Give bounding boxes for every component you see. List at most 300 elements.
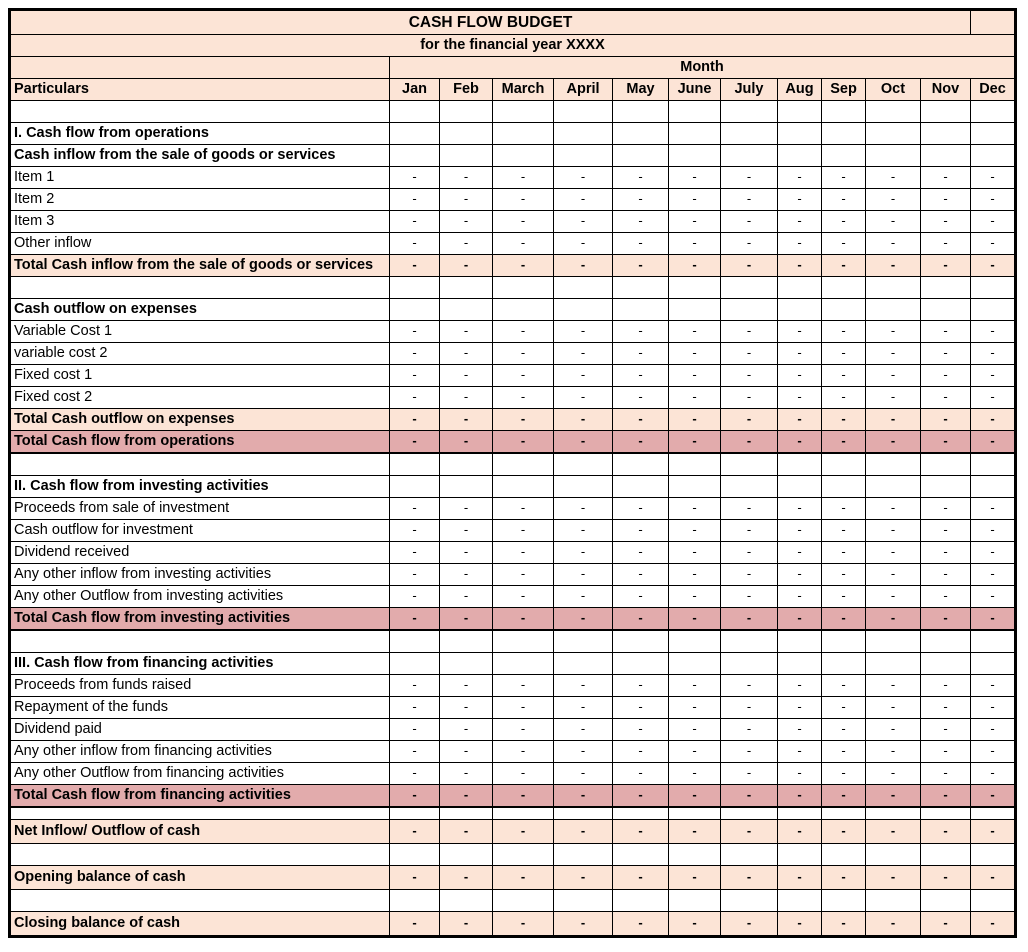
value-cell: - — [866, 675, 921, 697]
table-row — [10, 844, 1016, 866]
table-row — [10, 123, 1016, 145]
row-label: Fixed cost 2 — [10, 387, 390, 409]
value-cell — [778, 145, 822, 167]
value-cell: - — [613, 697, 669, 719]
row-label: Total Cash flow from financing activities — [10, 785, 390, 808]
value-cell — [613, 299, 669, 321]
value-cell: - — [778, 719, 822, 741]
value-cell: - — [493, 586, 554, 608]
value-cell — [778, 844, 822, 866]
value-cell — [822, 476, 866, 498]
value-cell: - — [921, 763, 971, 785]
cash-flow-budget-table — [8, 8, 1017, 938]
value-cell: - — [721, 586, 778, 608]
value-cell: - — [613, 675, 669, 697]
value-cell: - — [554, 542, 613, 564]
value-cell: - — [493, 167, 554, 189]
value-cell — [390, 653, 440, 675]
table-row — [10, 675, 1016, 697]
particulars-header: Particulars — [10, 79, 390, 101]
value-cell: - — [390, 741, 440, 763]
month-header-may: May — [613, 79, 669, 101]
value-cell: - — [554, 741, 613, 763]
value-cell — [971, 145, 1016, 167]
value-cell — [554, 630, 613, 653]
value-cell: - — [866, 211, 921, 233]
value-cell: - — [971, 167, 1016, 189]
value-cell: - — [778, 211, 822, 233]
value-cell — [921, 844, 971, 866]
table-row — [10, 890, 1016, 912]
value-cell: - — [721, 233, 778, 255]
value-cell: - — [778, 520, 822, 542]
value-cell: - — [921, 189, 971, 211]
value-cell — [822, 453, 866, 476]
table-row — [10, 542, 1016, 564]
row-label — [10, 101, 390, 123]
value-cell: - — [921, 233, 971, 255]
page-subtitle: for the financial year XXXX — [10, 35, 1016, 57]
value-cell — [440, 299, 493, 321]
value-cell: - — [669, 189, 721, 211]
table-row — [10, 453, 1016, 476]
value-cell: - — [669, 498, 721, 520]
value-cell: - — [921, 586, 971, 608]
value-cell: - — [669, 431, 721, 454]
value-cell — [390, 277, 440, 299]
table-row — [10, 820, 1016, 844]
table-row — [10, 498, 1016, 520]
value-cell: - — [921, 343, 971, 365]
value-cell: - — [669, 542, 721, 564]
title-corner-cell — [971, 10, 1016, 35]
value-cell: - — [822, 167, 866, 189]
value-cell: - — [822, 431, 866, 454]
value-cell: - — [866, 741, 921, 763]
month-band-label: Month — [390, 57, 1016, 79]
value-cell: - — [390, 233, 440, 255]
value-cell: - — [971, 321, 1016, 343]
value-cell: - — [971, 387, 1016, 409]
table-row — [10, 476, 1016, 498]
value-cell — [921, 277, 971, 299]
value-cell: - — [390, 542, 440, 564]
value-cell: - — [613, 211, 669, 233]
value-cell: - — [971, 586, 1016, 608]
value-cell — [921, 890, 971, 912]
value-cell — [866, 630, 921, 653]
value-cell: - — [554, 255, 613, 277]
value-cell — [440, 630, 493, 653]
table-row — [10, 431, 1016, 454]
value-cell: - — [866, 431, 921, 454]
value-cell: - — [778, 365, 822, 387]
row-label: Total Cash flow from operations — [10, 431, 390, 454]
value-cell: - — [613, 866, 669, 890]
value-cell: - — [554, 189, 613, 211]
value-cell — [971, 844, 1016, 866]
row-label: Net Inflow/ Outflow of cash — [10, 820, 390, 844]
value-cell: - — [554, 167, 613, 189]
value-cell: - — [440, 697, 493, 719]
month-header-march: March — [493, 79, 554, 101]
value-cell — [390, 844, 440, 866]
value-cell — [971, 890, 1016, 912]
value-cell: - — [866, 167, 921, 189]
value-cell: - — [822, 608, 866, 631]
value-cell: - — [721, 167, 778, 189]
value-cell: - — [554, 564, 613, 586]
value-cell: - — [613, 343, 669, 365]
value-cell: - — [440, 409, 493, 431]
value-cell: - — [721, 498, 778, 520]
value-cell: - — [971, 343, 1016, 365]
row-label: Dividend paid — [10, 719, 390, 741]
value-cell: - — [822, 409, 866, 431]
value-cell: - — [822, 542, 866, 564]
value-cell — [493, 453, 554, 476]
value-cell: - — [390, 167, 440, 189]
value-cell — [669, 299, 721, 321]
value-cell — [721, 476, 778, 498]
value-cell: - — [971, 255, 1016, 277]
value-cell: - — [721, 866, 778, 890]
value-cell: - — [822, 675, 866, 697]
value-cell — [669, 145, 721, 167]
value-cell: - — [778, 564, 822, 586]
value-cell: - — [721, 321, 778, 343]
value-cell — [721, 653, 778, 675]
value-cell: - — [778, 167, 822, 189]
table-row — [10, 387, 1016, 409]
value-cell: - — [721, 255, 778, 277]
value-cell: - — [493, 912, 554, 937]
value-cell — [554, 101, 613, 123]
value-cell: - — [554, 520, 613, 542]
value-cell — [971, 453, 1016, 476]
value-cell: - — [493, 608, 554, 631]
month-header-feb: Feb — [440, 79, 493, 101]
value-cell: - — [493, 741, 554, 763]
value-cell: - — [921, 211, 971, 233]
value-cell — [921, 123, 971, 145]
value-cell: - — [613, 719, 669, 741]
value-cell: - — [971, 365, 1016, 387]
value-cell: - — [822, 233, 866, 255]
value-cell — [778, 476, 822, 498]
value-cell: - — [669, 675, 721, 697]
row-label: Variable Cost 1 — [10, 321, 390, 343]
value-cell: - — [721, 675, 778, 697]
table-row — [10, 145, 1016, 167]
value-cell — [554, 145, 613, 167]
value-cell — [778, 653, 822, 675]
value-cell — [866, 299, 921, 321]
row-label: Item 1 — [10, 167, 390, 189]
row-label: III. Cash flow from financing activities — [10, 653, 390, 675]
value-cell — [440, 453, 493, 476]
value-cell: - — [390, 586, 440, 608]
value-cell — [721, 145, 778, 167]
value-cell: - — [440, 785, 493, 808]
row-label: Cash inflow from the sale of goods or services — [10, 145, 390, 167]
value-cell: - — [822, 255, 866, 277]
row-label: Total Cash outflow on expenses — [10, 409, 390, 431]
value-cell: - — [390, 785, 440, 808]
value-cell — [669, 653, 721, 675]
value-cell: - — [669, 321, 721, 343]
value-cell: - — [440, 321, 493, 343]
value-cell: - — [921, 365, 971, 387]
value-cell: - — [778, 697, 822, 719]
value-cell: - — [554, 387, 613, 409]
value-cell — [493, 101, 554, 123]
value-cell — [613, 123, 669, 145]
value-cell — [613, 844, 669, 866]
value-cell: - — [822, 912, 866, 937]
value-cell — [493, 630, 554, 653]
value-cell: - — [822, 866, 866, 890]
table-row — [10, 520, 1016, 542]
value-cell — [669, 630, 721, 653]
value-cell — [554, 890, 613, 912]
value-cell: - — [866, 564, 921, 586]
value-cell — [921, 453, 971, 476]
value-cell: - — [440, 255, 493, 277]
value-cell — [778, 630, 822, 653]
value-cell — [669, 807, 721, 820]
value-cell — [440, 277, 493, 299]
value-cell: - — [971, 763, 1016, 785]
value-cell: - — [669, 211, 721, 233]
table-row — [10, 101, 1016, 123]
value-cell: - — [493, 365, 554, 387]
value-cell: - — [390, 321, 440, 343]
value-cell: - — [613, 431, 669, 454]
value-cell: - — [971, 520, 1016, 542]
row-label: Dividend received — [10, 542, 390, 564]
value-cell: - — [971, 409, 1016, 431]
value-cell — [971, 277, 1016, 299]
row-label: Other inflow — [10, 233, 390, 255]
value-cell: - — [921, 431, 971, 454]
value-cell: - — [866, 233, 921, 255]
row-label: Item 2 — [10, 189, 390, 211]
value-cell: - — [669, 763, 721, 785]
row-label: Total Cash flow from investing activities — [10, 608, 390, 631]
value-cell — [778, 101, 822, 123]
value-cell — [440, 844, 493, 866]
table-row — [10, 741, 1016, 763]
value-cell: - — [554, 697, 613, 719]
value-cell: - — [971, 820, 1016, 844]
value-cell — [554, 807, 613, 820]
value-cell — [866, 101, 921, 123]
value-cell: - — [440, 498, 493, 520]
value-cell: - — [822, 321, 866, 343]
value-cell: - — [493, 255, 554, 277]
value-cell: - — [822, 785, 866, 808]
value-cell: - — [554, 719, 613, 741]
value-cell: - — [669, 785, 721, 808]
value-cell: - — [866, 820, 921, 844]
value-cell: - — [613, 763, 669, 785]
value-cell: - — [971, 431, 1016, 454]
value-cell: - — [493, 233, 554, 255]
table-row — [10, 608, 1016, 631]
value-cell — [669, 453, 721, 476]
value-cell: - — [554, 866, 613, 890]
value-cell: - — [440, 912, 493, 937]
value-cell: - — [778, 785, 822, 808]
value-cell: - — [440, 564, 493, 586]
value-cell: - — [440, 520, 493, 542]
month-header-aug: Aug — [778, 79, 822, 101]
month-header-oct: Oct — [866, 79, 921, 101]
row-label — [10, 807, 390, 820]
table-row — [10, 299, 1016, 321]
value-cell: - — [721, 564, 778, 586]
row-label: Total Cash inflow from the sale of goods or services — [10, 255, 390, 277]
value-cell — [778, 807, 822, 820]
value-cell: - — [613, 189, 669, 211]
value-cell — [390, 890, 440, 912]
value-cell: - — [921, 564, 971, 586]
row-label: Cash outflow for investment — [10, 520, 390, 542]
value-cell: - — [390, 211, 440, 233]
value-cell: - — [778, 866, 822, 890]
value-cell — [721, 123, 778, 145]
value-cell: - — [493, 409, 554, 431]
value-cell: - — [554, 675, 613, 697]
value-cell: - — [921, 608, 971, 631]
value-cell: - — [921, 498, 971, 520]
table-row — [10, 653, 1016, 675]
value-cell: - — [669, 564, 721, 586]
row-label: Any other Outflow from investing activities — [10, 586, 390, 608]
value-cell — [778, 123, 822, 145]
value-cell: - — [390, 763, 440, 785]
value-cell: - — [971, 741, 1016, 763]
table-row — [10, 719, 1016, 741]
row-label: Any other inflow from investing activities — [10, 564, 390, 586]
value-cell — [390, 476, 440, 498]
subtitle-row — [10, 35, 1016, 57]
value-cell: - — [390, 820, 440, 844]
value-cell — [440, 123, 493, 145]
value-cell: - — [822, 697, 866, 719]
value-cell: - — [493, 763, 554, 785]
value-cell: - — [971, 719, 1016, 741]
value-cell — [613, 630, 669, 653]
value-cell: - — [866, 697, 921, 719]
value-cell: - — [971, 866, 1016, 890]
value-cell — [493, 123, 554, 145]
value-cell: - — [554, 912, 613, 937]
value-cell — [822, 145, 866, 167]
value-cell: - — [721, 365, 778, 387]
value-cell: - — [921, 741, 971, 763]
row-label — [10, 277, 390, 299]
table-row — [10, 343, 1016, 365]
value-cell: - — [554, 409, 613, 431]
value-cell: - — [721, 741, 778, 763]
value-cell: - — [554, 431, 613, 454]
month-band-spacer — [10, 57, 390, 79]
value-cell: - — [669, 741, 721, 763]
row-label — [10, 453, 390, 476]
row-label: Proceeds from funds raised — [10, 675, 390, 697]
month-header-april: April — [554, 79, 613, 101]
value-cell: - — [778, 675, 822, 697]
value-cell — [778, 277, 822, 299]
value-cell: - — [390, 387, 440, 409]
value-cell: - — [866, 365, 921, 387]
month-header-jan: Jan — [390, 79, 440, 101]
value-cell — [866, 653, 921, 675]
value-cell: - — [554, 343, 613, 365]
table-row — [10, 807, 1016, 820]
table-row — [10, 866, 1016, 890]
value-cell: - — [390, 343, 440, 365]
value-cell — [822, 630, 866, 653]
value-cell — [866, 145, 921, 167]
value-cell: - — [554, 211, 613, 233]
value-cell — [921, 807, 971, 820]
value-cell: - — [721, 431, 778, 454]
value-cell: - — [554, 586, 613, 608]
row-label — [10, 630, 390, 653]
value-cell — [866, 453, 921, 476]
value-cell — [866, 890, 921, 912]
value-cell: - — [971, 211, 1016, 233]
row-label: II. Cash flow from investing activities — [10, 476, 390, 498]
value-cell — [822, 844, 866, 866]
table-row — [10, 255, 1016, 277]
month-header-july: July — [721, 79, 778, 101]
value-cell — [613, 653, 669, 675]
value-cell: - — [866, 719, 921, 741]
value-cell: - — [866, 785, 921, 808]
value-cell: - — [390, 719, 440, 741]
value-cell: - — [866, 498, 921, 520]
value-cell — [554, 277, 613, 299]
value-cell — [669, 890, 721, 912]
value-cell: - — [440, 542, 493, 564]
value-cell: - — [866, 608, 921, 631]
table-row — [10, 785, 1016, 808]
value-cell — [669, 123, 721, 145]
value-cell: - — [669, 520, 721, 542]
value-cell: - — [440, 233, 493, 255]
value-cell: - — [669, 866, 721, 890]
value-cell: - — [440, 763, 493, 785]
value-cell: - — [669, 167, 721, 189]
value-cell: - — [669, 820, 721, 844]
value-cell: - — [390, 564, 440, 586]
row-label: Item 3 — [10, 211, 390, 233]
value-cell: - — [822, 564, 866, 586]
value-cell: - — [669, 365, 721, 387]
value-cell: - — [613, 820, 669, 844]
value-cell: - — [493, 211, 554, 233]
value-cell: - — [493, 321, 554, 343]
value-cell — [822, 807, 866, 820]
month-band-row — [10, 57, 1016, 79]
value-cell — [440, 101, 493, 123]
value-cell: - — [822, 741, 866, 763]
table-row — [10, 912, 1016, 937]
